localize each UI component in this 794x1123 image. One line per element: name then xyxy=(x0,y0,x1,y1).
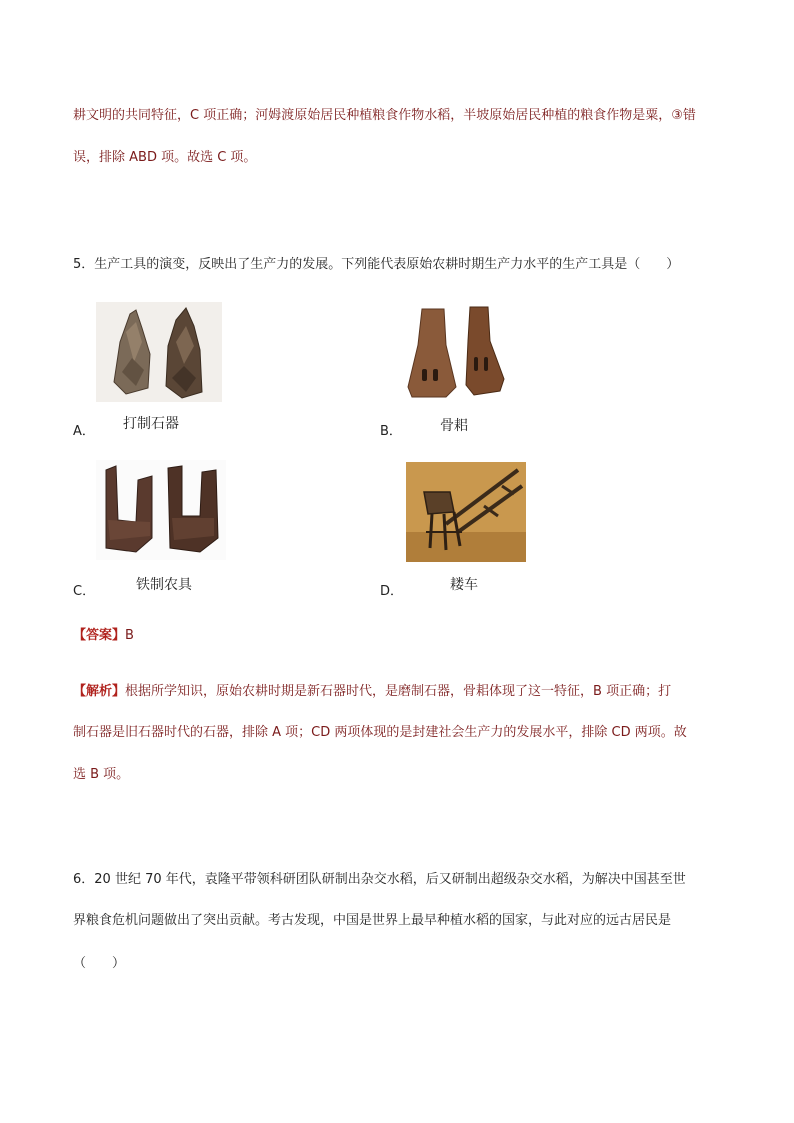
bone-spade-icon xyxy=(400,305,512,401)
chipped-stone-tools-icon xyxy=(96,302,222,402)
answer-line xyxy=(73,628,134,644)
analysis-line-1 xyxy=(73,684,671,700)
question-6-line-3: （ ） xyxy=(73,956,126,971)
answer-label: 【答案】 xyxy=(73,628,126,643)
iron-farm-tools-icon xyxy=(96,460,226,560)
option-c-caption: 铁制农具 xyxy=(136,577,192,593)
option-a-caption: 打制石器 xyxy=(123,416,179,432)
option-c-letter: C． xyxy=(73,584,96,599)
question-6-line-1: 6．20 世纪 70 年代，袁隆平带领科研团队研制出杂交水稻，后又研制出超级杂交水稻，为解决中国甚至世 xyxy=(73,872,686,887)
analysis-line-3: 选 B 项。 xyxy=(73,767,130,782)
seed-drill-icon xyxy=(406,462,526,562)
option-b-caption: 骨耜 xyxy=(440,418,468,434)
prev-explanation-line-1: 耕文明的共同特征，C 项正确；河姆渡原始居民种植粮食作物水稻，半坡原始居民种植的粮食作物是粟，③错 xyxy=(73,108,696,123)
option-b-letter: B． xyxy=(380,424,402,439)
option-d-letter: D． xyxy=(380,584,404,599)
question-6-line-2: 界粮食危机问题做出了突出贡献。考古发现，中国是世界上最早种植水稻的国家，与此对应的远古居民是 xyxy=(73,913,672,928)
analysis-line-2: 制石器是旧石器时代的石器，排除 A 项；CD 两项体现的是封建社会生产力的发展水平，排除 CD 两项。故 xyxy=(73,725,687,740)
analysis-text-1: 根据所学知识，原始农耕时期是新石器时代，是磨制石器，骨耜体现了这一特征，B 项正确；打 xyxy=(125,684,672,699)
answer-value: B xyxy=(125,628,134,643)
option-a-letter: A． xyxy=(73,424,95,439)
analysis-label: 【解析】 xyxy=(73,684,126,699)
option-d-caption: 耧车 xyxy=(450,577,478,593)
prev-explanation-line-2: 误，排除 ABD 项。故选 C 项。 xyxy=(73,150,257,165)
question-5-stem: 5．生产工具的演变，反映出了生产力的发展。下列能代表原始农耕时期生产力水平的生产工具是（ ） xyxy=(73,257,680,272)
